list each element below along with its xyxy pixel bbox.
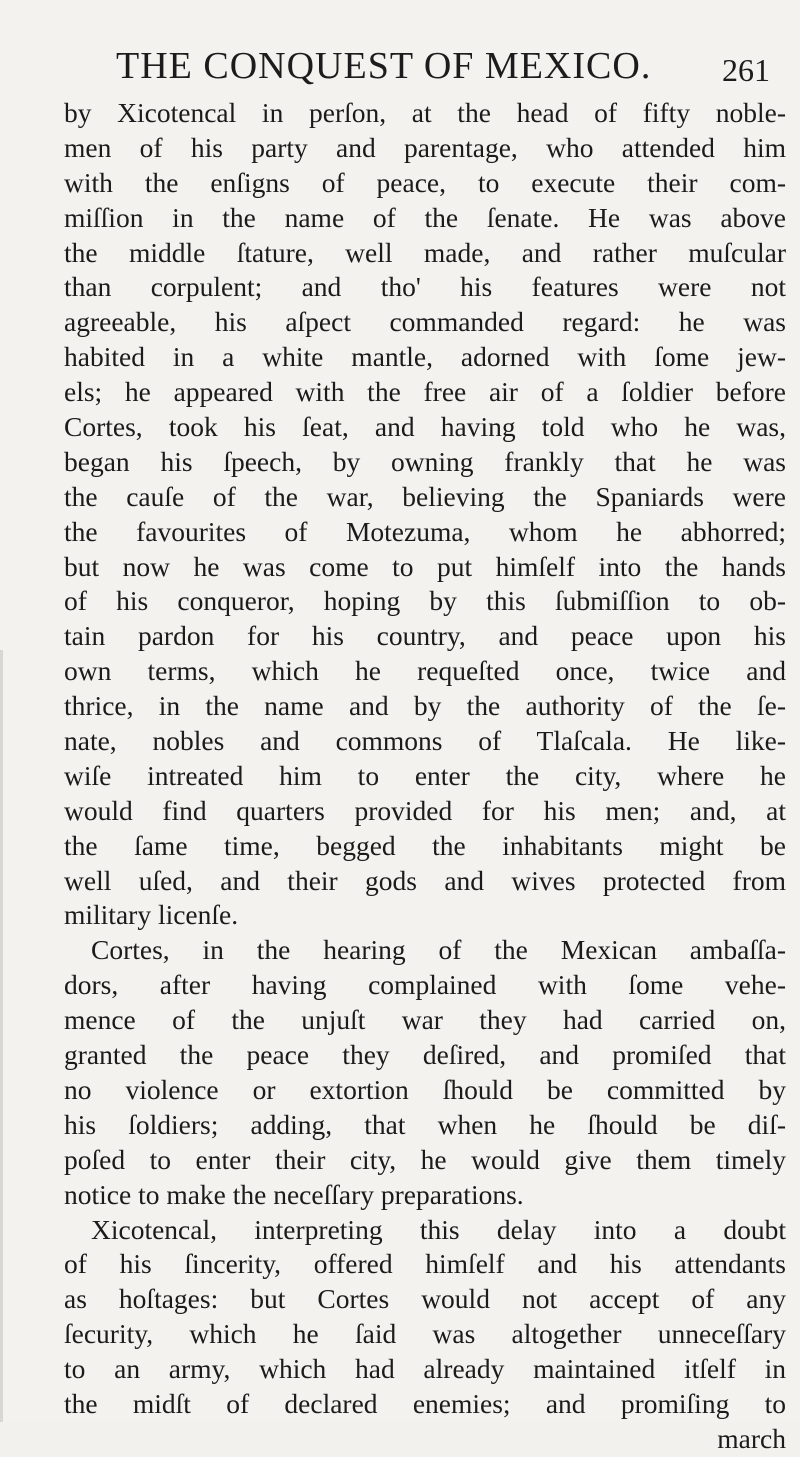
body-text [64,96,786,1457]
running-title: THE CONQUEST OF MEXICO. [116,45,652,87]
text-line: the favourites of Motezuma, whom he abhorred; [64,515,786,547]
text-line: poſed to enter their city, he would give them timely [64,1143,786,1175]
text-line: of his conqueror, hoping by this ſubmiſſion to ob- [64,585,786,617]
text-line: own terms, which he requeſted once, twice and [64,655,786,687]
text-line: men of his party and parentage, who attended him [64,131,786,163]
text-line: miſſion in the name of the ſenate. He was above [64,201,786,233]
text-line: dors, after having complained with ſome vehe- [64,969,786,1001]
text-line: mence of the unjuſt war they had carried on, [64,1004,786,1036]
text-line: military licenſe. [64,899,239,931]
text-line: his ſoldiers; adding, that when he ſhould be diſ- [64,1108,786,1140]
page-header [0,44,800,94]
text-line: to an army, which had already maintained itſelf in [64,1353,786,1385]
text-line: no violence or extortion ſhould be committed by [64,1073,786,1105]
text-line: Cortes, in the hearing of the Mexican ambaſſa- [91,934,786,966]
text-line: tain pardon for his country, and peace upon his [64,620,786,652]
text-line: with the enſigns of peace, to execute their com- [64,166,786,198]
text-line: as hoſtages: but Cortes would not accept of any [64,1283,786,1315]
text-line: but now he was come to put himſelf into the hands [64,550,786,582]
text-line: granted the peace they deſired, and promiſed that [64,1039,786,1071]
text-line: habited in a white mantle, adorned with ſome jew- [64,341,786,373]
page-number: 261 [722,52,770,88]
text-line: thrice, in the name and by the authority of the ſe- [64,690,786,722]
text-line: would find quarters provided for his men; and, at [64,794,786,826]
text-line: of his ſincerity, offered himſelf and his attendants [64,1248,786,1280]
text-line: ſecurity, which he ſaid was altogether unneceſſary [64,1318,786,1350]
text-line: the middle ſtature, well made, and rather muſcular [64,236,786,268]
text-line: the midſt of declared enemies; and promiſing to [64,1387,786,1419]
text-line: wiſe intreated him to enter the city, where he [64,759,786,791]
text-line: notice to make the neceſſary preparations. [64,1178,524,1210]
text-line: nate, nobles and commons of Tlaſcala. He like- [64,725,786,757]
text-line: the ſame time, begged the inhabitants might be [64,829,786,861]
page-edge-shadow [0,650,3,1422]
text-line: Cortes, took his ſeat, and having told who he was, [64,411,786,443]
text-line: by Xicotencal in perſon, at the head of fifty noble- [64,97,786,128]
text-line: the cauſe of the war, believing the Spaniards were [64,480,786,512]
text-line: than corpulent; and tho' his features were not [64,271,786,303]
text-line: agreeable, his aſpect commanded regard: he was [64,306,786,338]
text-line: Xicotencal, interpreting this delay into a doubt [91,1213,786,1245]
text-line: well uſed, and their gods and wives protected from [64,864,786,896]
catchword: march [717,1422,786,1454]
text-line: els; he appeared with the free air of a ſoldier before [64,376,786,408]
text-line: began his ſpeech, by owning frankly that he was [64,445,786,477]
